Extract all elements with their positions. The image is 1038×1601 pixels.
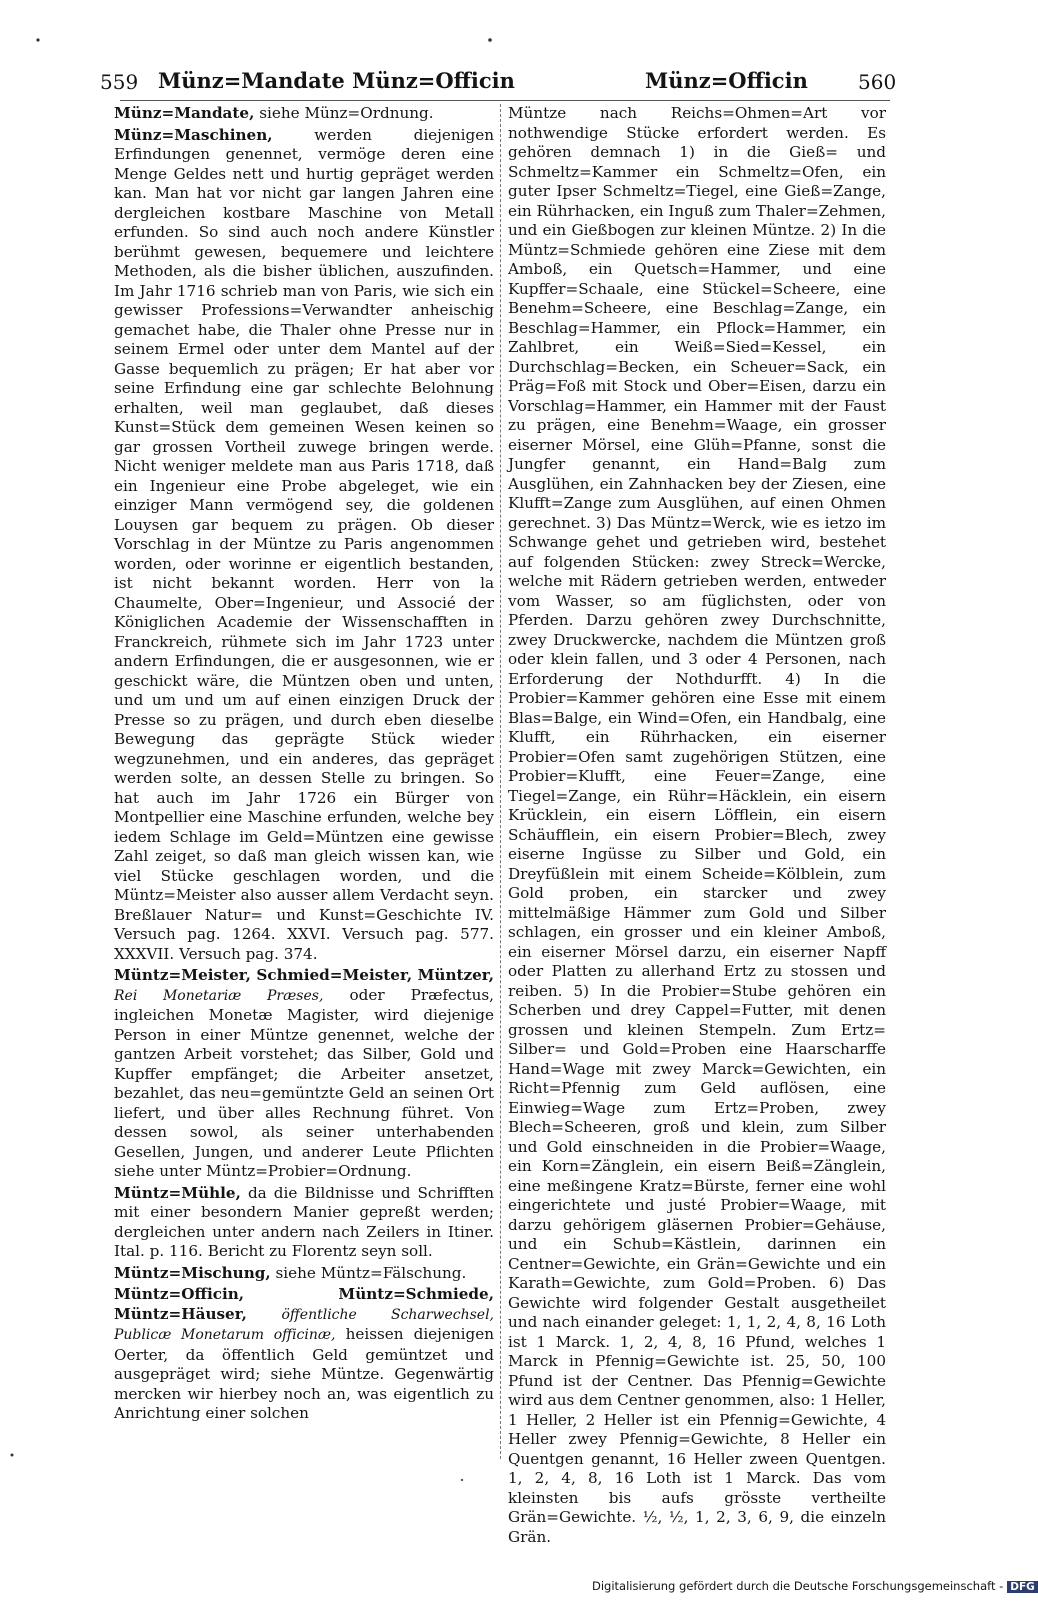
entry-text: siehe Münz=Ordnung.	[259, 104, 434, 122]
speck	[11, 1454, 14, 1457]
entry-text: heissen diejenigen Oerter, da öffentlich Geld gemüntzet und ausgepräget wird; siehe Müntze. Gegenwärtig mercken wir hierbey noch an, was eigentlich zu Anrichtung einer solchen	[114, 1325, 494, 1422]
left-page-number: 559	[100, 70, 139, 94]
credit-text: Digitalisierung gefördert durch die Deutsche Forschungsgemeinschaft -	[592, 1579, 1004, 1593]
entry-text: siehe Müntz=Fälschung.	[275, 1263, 467, 1282]
speck	[488, 38, 492, 42]
right-headword: Münz=Officin	[645, 68, 808, 93]
entry-keyword: Müntz=Officin, Müntz=Schmiede, Müntz=Häuser,	[114, 1285, 494, 1323]
entry-text: oder Præfectus, ingleichen Monetæ Magister, wird diejenige Person in einer Müntze genennet, welche der gantzen Arbeit vorstehet; das Silber, Gold und Kupffer empfänget; die Arbeiter ansetzet, bezahlet, das neu=gemüntzte Geld an seinen Ort liefert, und über alles Rechnung führet. Von dessen sowol, als seiner unterhabenden Gesellen, Jungen, und anderer Leute Pflichten siehe unter Müntz=Probier=Ordnung.	[114, 985, 495, 1180]
left-headword: Münz=Mandate Münz=Officin	[158, 68, 515, 93]
dfg-logo-icon: DFG	[1007, 1581, 1038, 1593]
speck	[36, 38, 39, 41]
entry-latin-term: Rei Monetariæ Præses,	[114, 987, 324, 1004]
speck	[461, 1479, 463, 1481]
entry-latin-term: öffentliche Scharwechsel, Publicæ Monetarum officinæ,	[114, 1306, 494, 1343]
entry-keyword: Münz=Mandate,	[114, 104, 255, 122]
entry-text: da die Bildnisse und Schrifften mit einer besondern Manier gepreßt werden; dergleichen unter andern nach Zeilers in Itiner. Ital. p. 116. Bericht zu Florentz seyn soll.	[114, 1183, 494, 1260]
entry-keyword: Müntz=Mischung,	[114, 1263, 271, 1282]
entry-text: werden diejenigen Erfindungen genennet, vermöge deren eine Menge Geldes nett und hurtig gepräget werden kan. Man hat vor nicht gar langen Jahren eine dergleichen kostbare Maschine von Metall erfunden. So sind auch noch andere Künstler berühmt gewesen, bequemere und leichtere Methoden, als die bisher üblichen, auszufinden. Im Jahr 1716 schrieb man von Paris, wie sich ein gewisser Professions=Verwandter anheischig gemachet habe, die Thaler ohne Presse nur in seinem Ermel oder unter dem Mantel auf der Gasse bequemlich zu prägen; Er hat aber vor seine Erfindung eine gar schlechte Belohnung erhalten, weil man geglaubet, daß dieses Kunst=Stück dem gemeinen Wesen keinen so gar grossen Vortheil zuwege bringen werde. Nicht weniger meldete man aus Paris 1718, daß ein Ingenieur eine Probe abgeleget, wie ein einziger Mann vermögend sey, die goldenen Louysen gar bequem zu prägen. Ob dieser Vorschlag in der Müntze zu Paris angenommen worden, oder worinne er eigentlich bestanden, ist nicht bekannt worden. Herr von la Chaumelte, Ober=Ingenieur, und Associé der Königlichen Academie der Wissenschafften in Franckreich, rühmete sich im Jahr 1723 unter andern Erfindungen, die er ausgesonnen, wie er geschickt wäre, die Müntzen oben und unten, und um und um auf einen einzigen Druck der Presse so zu prägen, und durch eben dieselbe Bewegung das geprägte Stück wieder wegzunehmen, und ein anderes, das gepräget werden solte, an dessen Stelle zu bringen. So hat auch im Jahr 1726 ein Bürger von Montpellier eine Maschine erfunden, welche bey iedem Schlage im Geld=Müntzen eine gewisse Zahl zeiget, so daß man gleich wissen kan, wie viel Stücke geschlagen worden, und die Müntz=Meister also ausser allem Verdacht seyn. Breßlauer Natur= und Kunst=Geschichte IV. Versuch pag. 1264. XXVI. Versuch pag. 577. XXXVII. Versuch pag. 374.	[114, 125, 494, 963]
right-page-number: 560	[858, 70, 897, 94]
entry-keyword: Müntz=Meister, Schmied=Meister, Müntzer,	[114, 966, 494, 984]
entry-keyword: Münz=Maschinen,	[114, 125, 273, 144]
entry-text: Müntze nach Reichs=Ohmen=Art vor nothwendige Stücke erfordert werden. Es gehören demnach 1) in die Gieß= und Schmeltz=Kammer ein Schmeltz=Ofen, ein guter Ipser Schmeltz=Tiegel, eine Gieß=Zange, ein Rührhacken, ein Inguß zum Thaler=Zehmen, und ein Gießbogen zur kleinen Müntze. 2) In die Müntz=Schmiede gehören eine Ziese mit dem Amboß, ein Quetsch=Hammer, und eine Kupffer=Schaale, eine Stückel=Scheere, eine Benehm=Scheere, eine Beschlag=Zange, ein Beschlag=Hammer, ein Pflock=Hammer, ein Zahlbret, ein Weiß=Sied=Kessel, ein Durchschlag=Becken, ein Scheuer=Sack, ein Präg=Foß mit Stock und Ober=Eisen, darzu ein Vorschlag=Hammer, ein Hammer mit der Faust zu prägen, eine Benehm=Waage, ein grosser eiserner Mörsel, eine Glüh=Pfanne, sonst die Jungfer genannt, ein Hand=Balg zum Ausglühen, ein Zahnhacken bey der Ziesen, eine Klufft=Zange zum Ausglühen, auf einen Ohmen gerechnet. 3) Das Müntz=Werck, wie es ietzo im Schwange gehet und getrieben wird, bestehet auf folgenden Stücken: zwey Streck=Wercke, welche mit Rädern getrieben werden, entweder vom Wasser, so am füglichsten, oder von Pferden. Darzu gehören zwey Durchschnitte, zwey Druckwercke, nachdem die Müntzen groß oder klein fallen, und 3 oder 4 Personen, nach Erforderung der Nothdurfft. 4) In die Probier=Kammer gehören eine Esse mit einem Blas=Balge, ein Wind=Ofen, ein Handbalg, eine Klufft, ein Rührhacken, ein eiserner Probier=Ofen samt zugehörigen Stützen, eine Probier=Klufft, eine Feuer=Zange, eine Tiegel=Zange, ein Rühr=Häcklein, ein eisern Krücklein, ein eisern Löfflein, ein eisern Schäufflein, ein eisern Probier=Blech, zwey eiserne Ingüsse zu Silber und Gold, ein Dreyfüßlein mit einem Scheide=Kölblein, zum Gold proben, ein starcker und zwey mittelmäßige Hämmer zum Gold und Silber schlagen, ein grosser und ein kleiner Amboß, ein eiserner Mörsel darzu, ein eiserner Napff oder Platten zu allerhand Ertz zu stossen und reiben. 5) In die Probier=Stube gehören ein Scherben und drey Cappel=Futter, mit denen grossen und kleinen Stempeln. Zum Ertz= Silber= und Gold=Proben eine Haarscharffe Hand=Wage mit zwey Marck=Gewichten, ein Richt=Pfennig zum Geld auflösen, eine Einwieg=Wage zum Ertz=Proben, zwey Blech=Scheeren, groß und klein, zum Silber und Gold einschneiden in die Probier=Waage, ein Korn=Zänglein, ein eisern Beiß=Zänglein, eine meßingene Kratz=Bürste, ferner eine wohl eingerichtete und justé Probier=Waage, mit darzu gehörigem gläsernen Probier=Gehäuse, und ein Schub=Kästlein, darinnen ein Centner=Gewichte, ein Grän=Gewichte und ein Karath=Gewichte, zum Gold=Proben. 6) Das Gewichte wird folgender Gestalt ausgetheilet und nach einander geleget: 1, 1, 2, 4, 8, 16 Loth ist 1 Marck. 1, 2, 4, 8, 16 Pfund, welches 1 Marck in Pfennig=Gewichte ist. 25, 50, 100 Pfund ist der Centner. Das Pfennig=Gewichte wird aus dem Centner genommen, also: 1 Heller, 1 Heller, 2 Heller ist ein Pfennig=Gewichte, 4 Heller zwey Pfennig=Gewichte, 8 Heller ein Quentgen genannt, 16 Heller zween Quentgen. 1, 2, 4, 8, 16 Loth ist 1 Marck. Das vom kleinsten bis aufs grösste vertheilte Grän=Gewichte. ½, ½, 1, 2, 3, 6, 9, die einzeln Grän.	[508, 104, 886, 1546]
entry-keyword: Müntz=Mühle,	[114, 1183, 241, 1202]
